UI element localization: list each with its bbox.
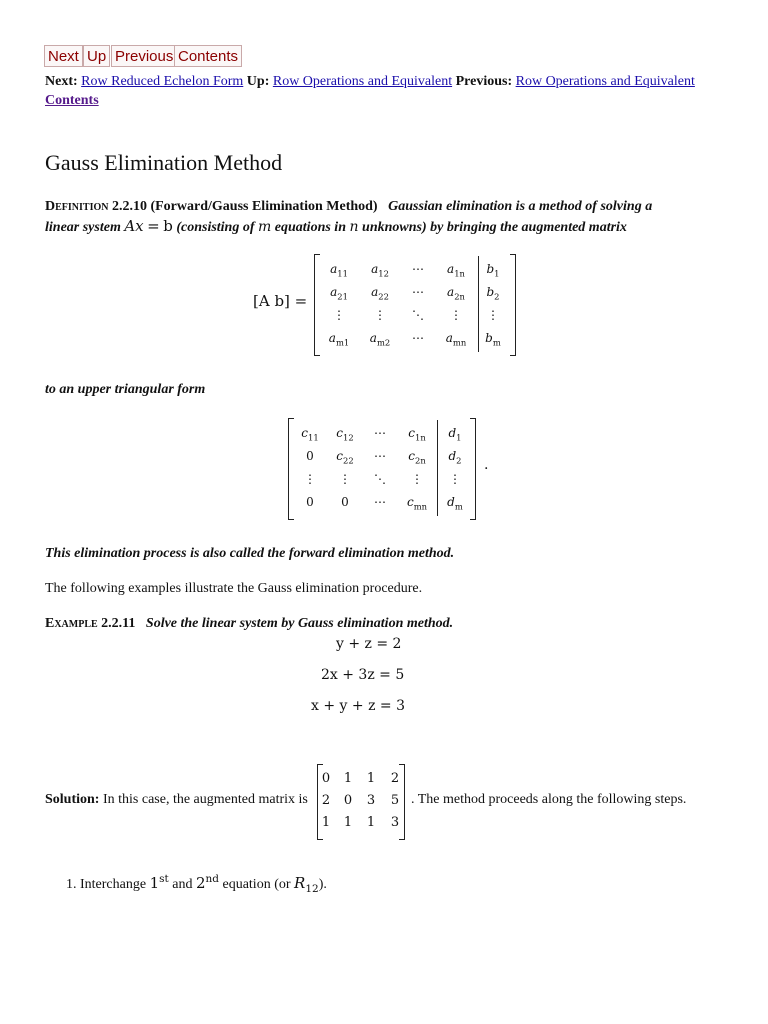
matrix-cell: 0 [341, 495, 349, 509]
next-button[interactable]: Next [44, 45, 83, 67]
matrix-cell: 0 [306, 449, 314, 463]
equation-1: y + z = 2 [336, 636, 402, 652]
step-1-text-c: equation (or [222, 877, 291, 892]
math-b: b [163, 217, 173, 235]
matrix-cell: $b_1$ [486, 262, 500, 279]
up-link[interactable]: Row Operations and Equivalent [272, 74, 453, 89]
matrix-cell: ⋮ [487, 308, 499, 322]
step-1-text-d: ). [318, 877, 327, 892]
matrix-cell: 5 [390, 793, 400, 808]
contents-button[interactable]: Contents [174, 45, 242, 67]
matrix-cell: 1 [366, 771, 376, 786]
page-title: Gauss Elimination Method [45, 150, 283, 175]
solution-text-before: In this case, the augmented matrix is [102, 792, 308, 807]
example-label: Example [45, 616, 98, 631]
solution-label: Solution: [45, 792, 100, 807]
matrix-cell: $c_{mn}$ [406, 495, 428, 512]
ordinal-second-suffix: nd [205, 873, 219, 885]
step-1 [66, 869, 327, 899]
definition-label: Definition [45, 199, 109, 214]
ordinal-first: 1 [149, 874, 160, 892]
matrix-cell: 1 [343, 815, 353, 830]
matrix-cell: 3 [390, 815, 400, 830]
matrix-cell: $a_{21}$ [330, 285, 348, 302]
definition-number: 2.2.10 [111, 199, 147, 214]
previous-button[interactable]: Previous [111, 45, 177, 67]
matrix-cell: 1 [343, 771, 353, 786]
matrix-cell: ⋮ [339, 472, 351, 486]
matrix-cell: 3 [366, 793, 376, 808]
nav-links-row [45, 74, 695, 90]
intro-text: The following examples illustrate the Gauss elimination procedure. [45, 581, 423, 596]
matrix-cell: $c_{1n}$ [408, 426, 426, 443]
matrix-cell: $a_{2n}$ [447, 285, 465, 302]
math-r: R [294, 874, 306, 892]
example-number: 2.2.11 [101, 616, 136, 631]
solution-line [45, 790, 308, 810]
up-label: Up: [246, 74, 270, 89]
math-ax: Ax [124, 217, 144, 235]
matrix-cell: ⋯ [412, 285, 424, 299]
contents-link-row [45, 93, 99, 109]
step-1-text-b: and [172, 877, 193, 892]
matrix-cell: ⋮ [449, 472, 461, 486]
next-link[interactable]: Row Reduced Echelon Form [81, 74, 244, 89]
matrix-cell: $d_m$ [447, 495, 463, 512]
matrix-cell: ⋯ [412, 331, 424, 345]
definition-text-2a: linear system [45, 220, 121, 235]
solution-text-after: . The method proceeds along the following steps. [411, 792, 687, 807]
matrix-cell: $a_{1n}$ [447, 262, 465, 279]
matrix-cell: 0 [306, 495, 314, 509]
next-label: Next: [45, 74, 78, 89]
math-n: n [349, 219, 359, 235]
ordinal-first-suffix: st [159, 873, 169, 885]
previous-label: Previous: [455, 74, 513, 89]
matrix-cell: ⋯ [374, 426, 386, 440]
matrix-cell: 1 [366, 815, 376, 830]
matrix-cell: $c_{2n}$ [408, 449, 426, 466]
matrix-cell: 0 [343, 793, 353, 808]
example-heading [45, 614, 453, 634]
math-r-subscript: 12 [305, 883, 319, 895]
matrix-c-period: . [484, 457, 489, 473]
matrix-cell: 0 [321, 771, 331, 786]
matrix-cell: ⋮ [374, 308, 386, 322]
matrix-cell: $a_{11}$ [330, 262, 348, 279]
matrix-cell: ⋯ [374, 495, 386, 509]
matrix-cell: ⋮ [411, 472, 423, 486]
matrix-cell: $a_{m1}$ [328, 331, 350, 348]
augmented-lhs: [A b] = [253, 292, 308, 310]
matrix-cell: $a_{22}$ [371, 285, 389, 302]
matrix-cell: $d_1$ [448, 426, 462, 443]
definition-text-2d: unknowns) by bringing the augmented matrix [362, 220, 627, 235]
definition-name: (Forward/Gauss Elimination Method) [150, 199, 378, 214]
contents-link[interactable]: Contents [45, 93, 99, 108]
matrix-cell: $d_2$ [448, 449, 462, 466]
matrix-cell: ⋮ [333, 308, 345, 322]
definition-text-2c: equations in [274, 220, 346, 235]
equation-2: 2x + 3z = 5 [321, 667, 405, 683]
step-1-number: 1. [66, 877, 77, 892]
definition-text-1: Gaussian elimination is a method of solving a [388, 199, 653, 214]
matrix-cell: 2 [321, 793, 331, 808]
matrix-cell: ⋱ [374, 472, 386, 486]
matrix-cell: $a_{mn}$ [445, 331, 467, 348]
equation-3: x + y + z = 3 [311, 698, 405, 714]
matrix-cell: ⋮ [450, 308, 462, 322]
math-m: m [258, 219, 272, 235]
matrix-cell: $b_2$ [486, 285, 500, 302]
ordinal-second: 2 [195, 874, 206, 892]
matrix-cell: $a_{12}$ [371, 262, 389, 279]
previous-link[interactable]: Row Operations and Equivalent [515, 74, 695, 89]
math-equals: = [147, 217, 160, 235]
step-1-text-a: Interchange [80, 877, 147, 892]
matrix-cell: $c_{12}$ [336, 426, 354, 443]
up-button[interactable]: Up [83, 45, 110, 67]
definition-line-2 [45, 216, 745, 238]
forward-elimination-text: This elimination process is also called the forward elimination method. [45, 546, 455, 561]
matrix-cell: $a_{m2}$ [369, 331, 391, 348]
definition-line-1 [45, 197, 745, 217]
matrix-cell: 2 [390, 771, 400, 786]
matrix-cell: 1 [321, 815, 331, 830]
definition-text-2b: (consisting of [176, 220, 255, 235]
upper-triangular-text: to an upper triangular form [45, 382, 206, 397]
matrix-cell: $c_{11}$ [301, 426, 319, 443]
matrix-cell: $c_{22}$ [336, 449, 354, 466]
matrix-cell: ⋯ [374, 449, 386, 463]
matrix-cell: ⋮ [304, 472, 316, 486]
matrix-cell: $b_m$ [485, 331, 501, 348]
example-text: Solve the linear system by Gauss elimination method. [145, 616, 454, 631]
matrix-cell: ⋱ [412, 308, 424, 322]
matrix-cell: ⋯ [412, 262, 424, 276]
